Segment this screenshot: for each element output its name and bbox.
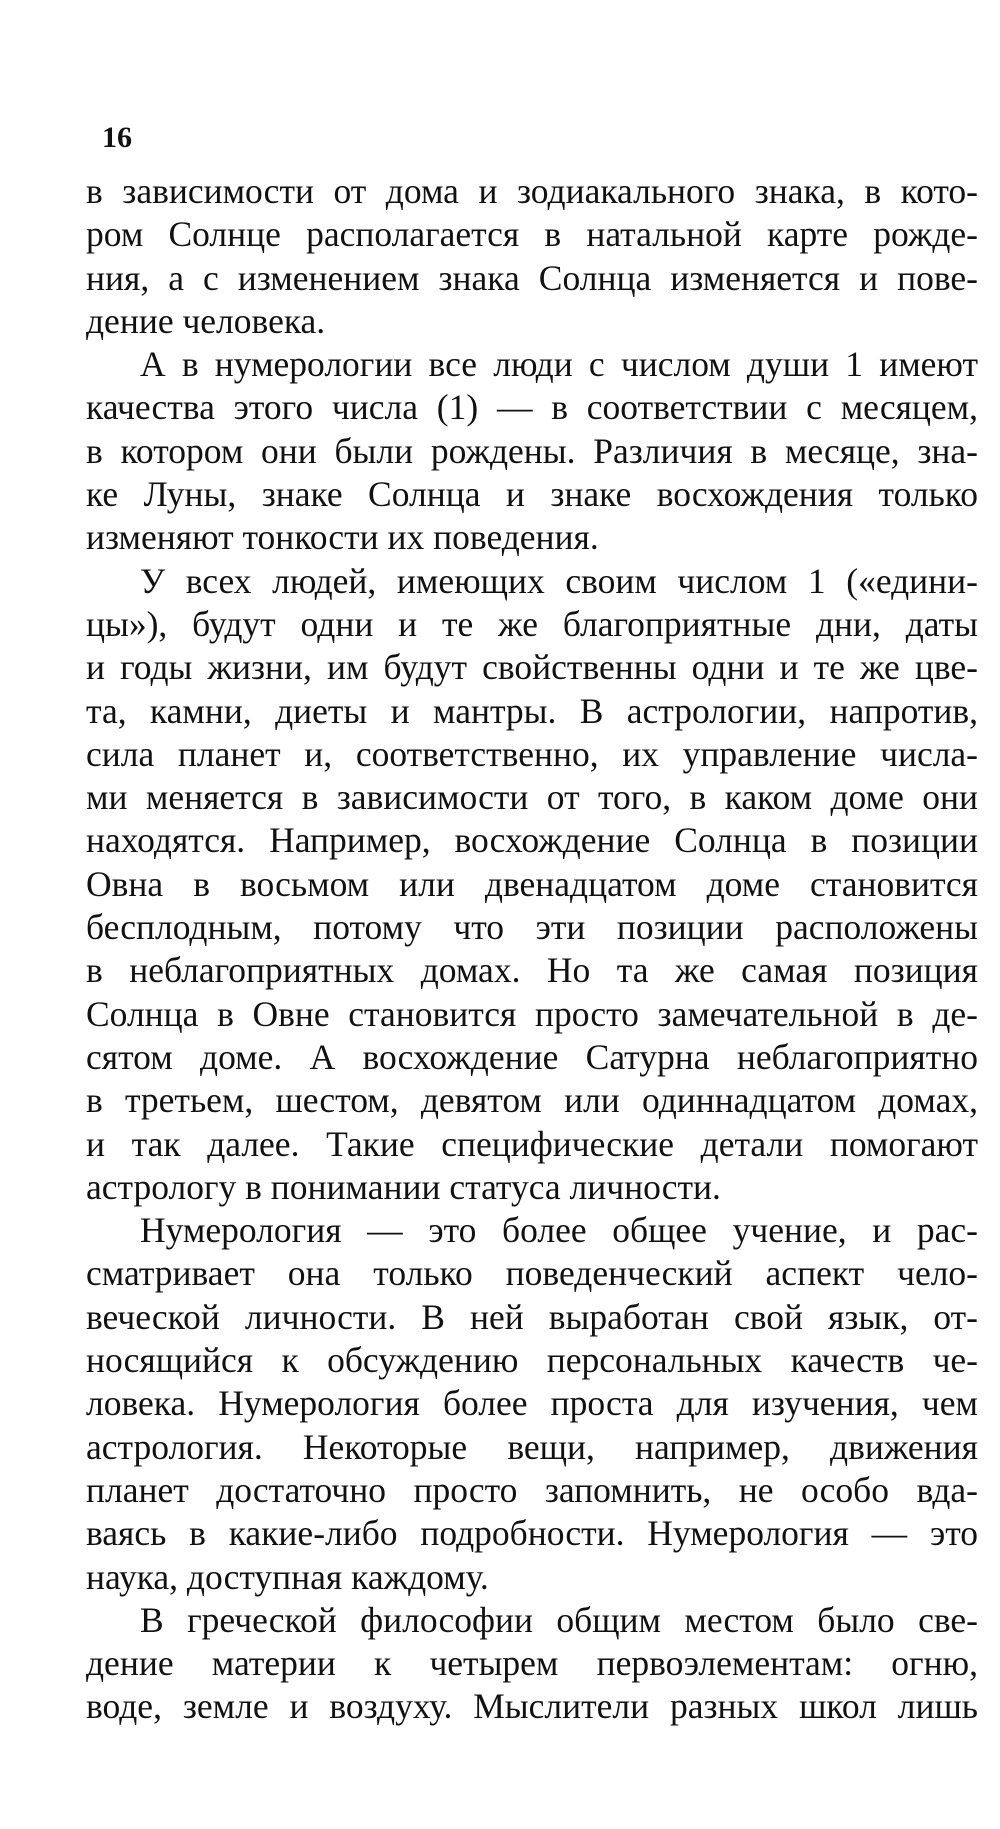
text-line: веческой личности. В ней выработан свой язык, от- bbox=[86, 1296, 978, 1337]
text-line: в зависимости от дома и зодиакального знака, в кото- bbox=[86, 171, 978, 211]
text-line: сматривает она только поведенческий аспект чело- bbox=[86, 1253, 978, 1294]
text-line: Овна в восьмом или двенадцатом доме становится bbox=[86, 863, 978, 904]
text-line: и так далее. Такие специфические детали помогают bbox=[86, 1123, 978, 1164]
paragraph bbox=[86, 560, 978, 1209]
text-line: сила планет и, соответственно, их управление числа- bbox=[86, 733, 978, 774]
text-line: А в нумерологии все люди с числом души 1 имеют bbox=[140, 344, 978, 385]
text-line: дение материи к четырем первоэлементам: огню, bbox=[86, 1643, 978, 1684]
text-line: планет достаточно просто запомнить, не особо вда- bbox=[86, 1469, 978, 1510]
text-line: в третьем, шестом, девятом или одиннадцатом домах, bbox=[86, 1080, 978, 1121]
text-line: ваясь в какие-либо подробности. Нумерология — это bbox=[86, 1513, 978, 1554]
text-line: та, камни, диеты и мантры. В астрологии, напротив, bbox=[86, 690, 978, 731]
text-line: в неблагоприятных домах. Но та же самая позиция bbox=[86, 950, 978, 991]
text-line: В греческой философии общим местом было све- bbox=[140, 1599, 978, 1640]
text-line: астрологу в понимании статуса личности. bbox=[86, 1166, 721, 1207]
text-line: У всех людей, имеющих своим числом 1 («едини- bbox=[140, 560, 978, 601]
page-number: 16 bbox=[102, 121, 132, 154]
text-line: ром Солнце располагается в натальной карте рожде- bbox=[86, 214, 978, 255]
paragraph bbox=[86, 170, 978, 343]
body-text bbox=[86, 170, 978, 1729]
text-line: находятся. Например, восхождение Солнца в позиции bbox=[86, 820, 978, 861]
text-line: качества этого числа (1) — в соответствии с месяцем, bbox=[86, 387, 978, 428]
text-line: в котором они были рождены. Различия в месяце, зна- bbox=[86, 430, 978, 471]
text-line: носящийся к обсуждению персональных качеств че- bbox=[86, 1340, 978, 1381]
text-line: и годы жизни, им будут свойственны одни и те же цве- bbox=[86, 647, 978, 688]
text-line: астрология. Некоторые вещи, например, движения bbox=[86, 1426, 978, 1467]
text-line: изменяют тонкости их поведения. bbox=[86, 517, 599, 558]
text-line: ке Луны, знаке Солнца и знаке восхождения только bbox=[86, 474, 978, 515]
text-line: дение человека. bbox=[86, 300, 326, 341]
paragraph bbox=[86, 343, 978, 559]
text-line: сятом доме. А восхождение Сатурна неблагоприятно bbox=[86, 1036, 978, 1077]
text-line: ния, а с изменением знака Солнца изменяется и пове- bbox=[86, 257, 978, 298]
text-line: ми меняется в зависимости от того, в каком доме они bbox=[86, 777, 978, 818]
text-line: Нумерология — это более общее учение, и рас- bbox=[140, 1210, 978, 1251]
text-line: бесплодным, потому что эти позиции расположены bbox=[86, 907, 978, 948]
text-line: цы»), будут одни и те же благоприятные дни, даты bbox=[86, 603, 978, 644]
text-line: ловека. Нумерология более проста для изучения, чем bbox=[86, 1383, 978, 1424]
text-line: наука, доступная каждому. bbox=[86, 1556, 489, 1597]
paragraph bbox=[86, 1209, 978, 1599]
text-line: Солнца в Овне становится просто замечательной в де- bbox=[86, 993, 978, 1034]
paragraph bbox=[86, 1599, 978, 1729]
text-line: воде, земле и воздуху. Мыслители разных школ лишь bbox=[86, 1686, 978, 1727]
